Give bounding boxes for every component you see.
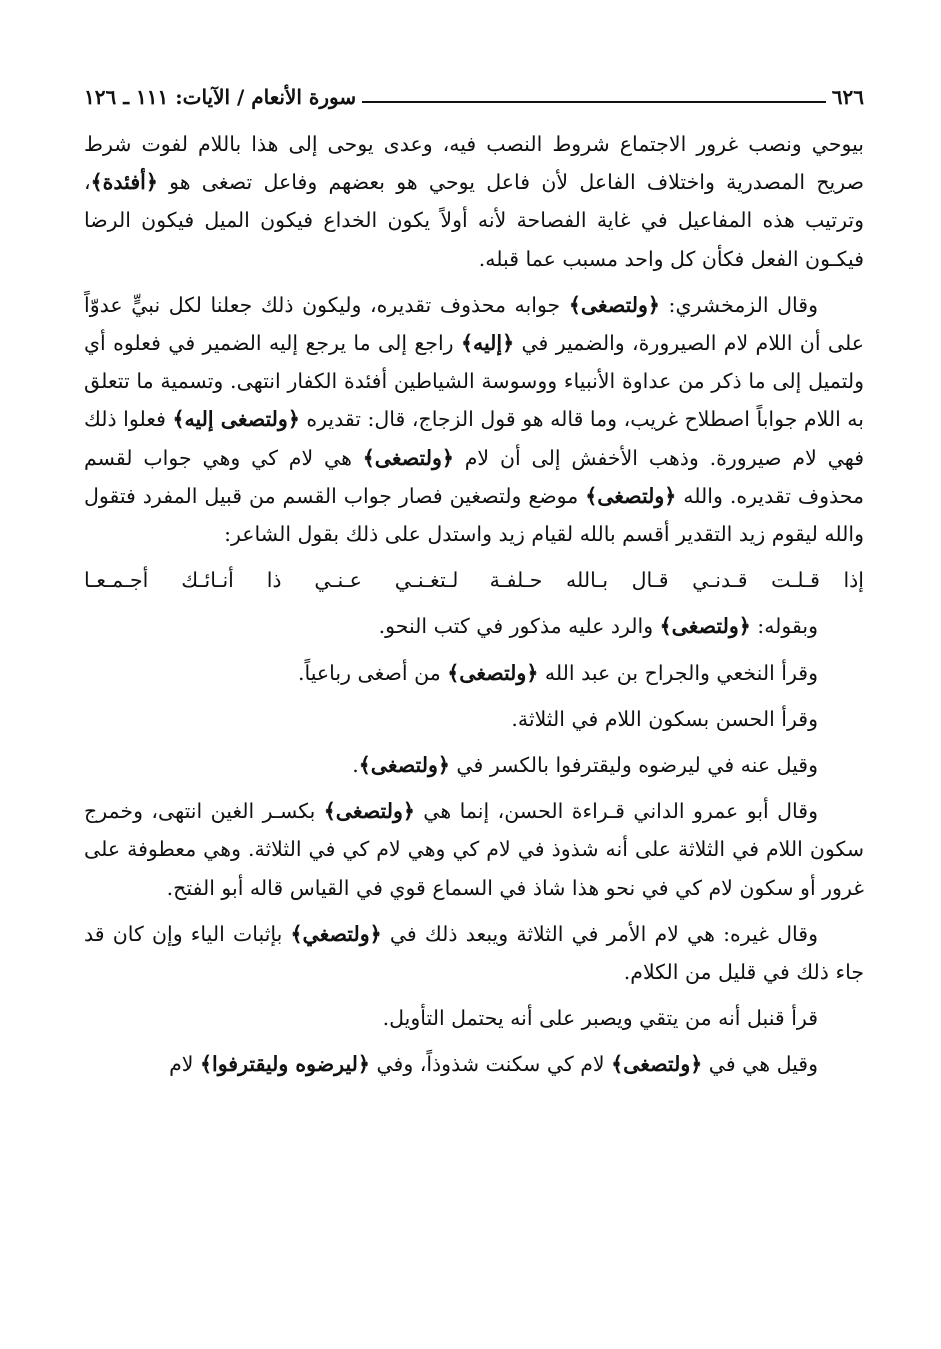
paragraph-4	[84, 915, 864, 991]
quranic-quote: ﴿ولتصغى﴾	[585, 483, 677, 508]
poetry-verse	[84, 561, 864, 599]
text-span: فعلوا ذلك فهي لام صيرورة. وذهب الأخفش إلى أن لام	[84, 407, 864, 470]
text-span: بإثبات الياء وإن كان قد جاء ذلك في قليل من الكلام.	[84, 921, 864, 985]
text-span: وقال أبو عمرو الداني قـراءة الحسن، إنما هي	[414, 799, 819, 824]
paragraph-5	[84, 1045, 864, 1083]
quranic-quote: ﴿ولتصغى﴾	[659, 614, 751, 639]
text-span: موضع ولتصغين فصار جواب القسم من قبيل المفرد فتقول والله ليقوم زيد التقدير أقسم بالله لقيام زيد واستدل على ذلك بقول الشاعر:	[84, 483, 864, 547]
quranic-quote: ﴿ولتصغى﴾	[323, 799, 415, 824]
text-span: وقيل هي في	[702, 1052, 818, 1077]
text-span: بيوحي ونصب غرور الاجتماع شروط النصب فيه، وعدى يوحى إلى هذا باللام لفوت شرط صريح المصدرية واختلاف الفاعل لأن فاعل يوحي هو بعضهم وفاعل تصغى هو	[84, 132, 864, 195]
quranic-quote: ﴿ولتصغى﴾	[362, 445, 454, 470]
header-rule	[362, 101, 826, 103]
page-body	[84, 125, 864, 1092]
quranic-quote: ﴿ليرضوه وليقترفوا﴾	[199, 1052, 370, 1077]
text-span: من أصغى رباعياً.	[297, 660, 448, 685]
short-line-4	[84, 746, 864, 784]
paragraph-3	[84, 792, 864, 907]
text-span: لام كي سكنت شذوذاً، وفي	[369, 1052, 612, 1077]
running-title: سورة الأنعام / الآيات: ١١١ ـ ١٢٦	[84, 85, 357, 109]
short-line-5	[84, 999, 864, 1037]
paragraph-1	[84, 125, 864, 278]
quranic-quote: ﴿ولتصغى﴾	[358, 753, 450, 778]
short-line-1	[84, 607, 864, 645]
text-span: وقيل عنه في ليرضوه وليقترفوا بالكسر في	[449, 753, 818, 778]
quranic-quote: ﴿إليه﴾	[460, 331, 515, 356]
text-span: والرد عليه مذكور في كتب النحو.	[378, 614, 660, 639]
text-span: جوابه محذوف تقديره، وليكون ذلك جعلنا لكل نبيٍّ عدوّاً على أن اللام لام الصيرورة، والضمير في	[84, 292, 864, 356]
text-span: وقال الزمخشري:	[659, 292, 819, 317]
text-span: هي لام كي وهي جواب لقسم محذوف تقديره. والله	[84, 445, 864, 508]
quranic-quote: ﴿ولتصغى﴾	[447, 660, 539, 685]
text-span: لام	[169, 1052, 200, 1077]
text-span: بكسـر الغين انتهى، وخمرج سكون اللام في الثلاثة على أنه شذوذ في لام كي وهي لام كي في الثلاثة. وهي معطوفة على غرور أو سكون لام كي في نحو هذا شاذ في السماع قوي في القياس قاله أبو الفتح.	[84, 799, 864, 900]
verse-first-hemistich: إذا قـلـت قـدنـي قـال بـالله حـلفـة	[489, 568, 864, 593]
quranic-quote: ﴿ولتصغى إليه﴾	[172, 407, 300, 432]
quranic-quote: ﴿أفئدة﴾	[90, 170, 158, 195]
text-span: وقال غيره: هي لام الأمر في الثلاثة ويبعد ذلك في	[381, 921, 818, 946]
page-header	[84, 82, 864, 112]
short-line-2	[84, 654, 864, 692]
quranic-quote: ﴿ولتصغى﴾	[568, 292, 660, 317]
text-span: ، وترتيب هذه المفاعيل في غاية الفصاحة لأنه أولاً يكون الخداع فيكون الميل فيكون الرضا فيكـون الفعل فكأن كل واحد مسبب عما قبله.	[84, 170, 864, 271]
quranic-quote: ﴿ولتصغى﴾	[611, 1052, 703, 1077]
text-span: راجع إلى ما يرجع إليه الضمير في فعلوه أي ولتميل إلى ما ذكر من عداوة الأنبياء ووسوسة الشياطين أفئدة الكفار انتهى. وتسمية ما تتعلق به اللام جواباً اصطلاح غريب، وما قاله هو قول الزجاج، قال: تقديره	[84, 331, 864, 432]
verse-second-hemistich: لـتغـنـي عـنـي ذا أنـائـك أجـمـعـا	[84, 568, 459, 593]
text-span: وقرأ النخعي والجراح بن عبد الله	[538, 660, 818, 685]
text-span: وبقوله:	[750, 614, 818, 639]
page-number: ٦٢٦	[831, 85, 864, 109]
paragraph-2	[84, 286, 864, 553]
text-span: .	[352, 753, 359, 778]
quranic-quote: ﴿ولتصغي﴾	[290, 921, 382, 946]
text-span: وقرأ الحسن بسكون اللام في الثلاثة.	[511, 706, 818, 731]
text-span: قرأ قنبل أنه من يتقي ويصبر على أنه يحتمل التأويل.	[382, 1006, 818, 1031]
short-line-3	[84, 700, 864, 738]
